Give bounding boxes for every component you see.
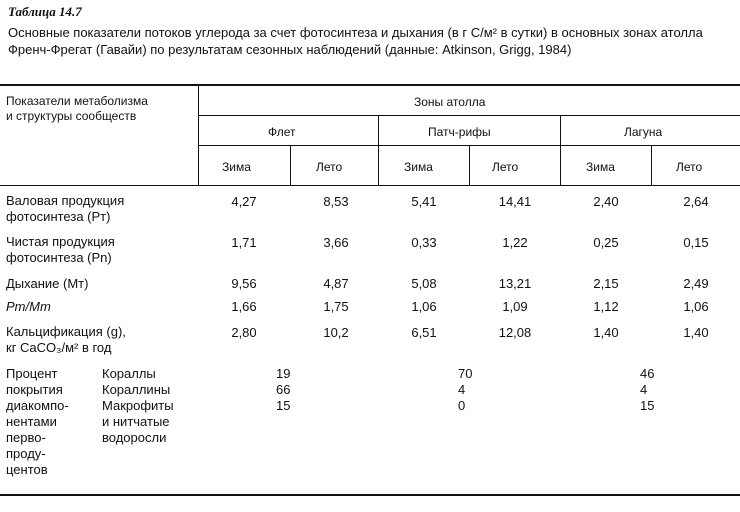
table-cell: 5,08 [411,276,437,291]
season-header: Зима [222,160,251,174]
table-cell: 9,56 [231,276,257,291]
table-cell: 10,2 [323,325,349,340]
season-header: Лето [316,160,343,174]
rule-top [0,84,740,86]
table-cell: 2,80 [231,325,257,340]
cover-value: 15 [640,398,655,413]
row-label: Валовая продукция фотосинтеза (Pт) [6,193,125,224]
rule-group-1 [378,115,379,186]
season-header: Лето [492,160,519,174]
cover-item-name: Кораллы [102,366,156,381]
cover-value: 19 [276,366,291,381]
row-label: Чистая продукция фотосинтеза (Pn) [6,234,115,265]
season-header: Зима [404,160,433,174]
table-cell: 1,22 [502,235,528,250]
rule-season-1 [290,145,291,186]
table-cell: 1,06 [411,299,437,314]
cover-value: 0 [458,398,466,413]
table-cell: 4,87 [323,276,349,291]
cover-value: 4 [458,382,466,397]
table-cell: 1,40 [683,325,709,340]
rule-header-bottom [0,185,740,186]
table-number: Таблица 14.7 [8,4,82,19]
table-cell: 1,40 [593,325,619,340]
table-cell: 2,64 [683,194,709,209]
table-cell: 13,21 [498,276,532,291]
rule-group-2 [560,115,561,186]
cover-value: 4 [640,382,648,397]
table-cell: 12,08 [498,325,532,340]
season-header: Зима [586,160,615,174]
cover-value: 15 [276,398,291,413]
row-label: Кальцификация (g), кг CaCO₃/м² в год [6,324,126,355]
table-cell: 0,15 [683,235,709,250]
cover-label: Процент покрытия диакомпо- нентами перво- проду- центов [6,366,69,477]
rule-zones [198,115,740,116]
table-cell: 5,41 [411,194,437,209]
table-caption: Основные показатели потоков углерода за счет фотосинтеза и дыхания (в г С/м² в сутки) в основных зонах атолла Френч-Фрегат (Гавайи) по результатам сезонных наблюдений (данные: Atkinson, Grigg, 1984) [8,25,703,57]
table-cell: 0,33 [411,235,437,250]
table-cell: 6,51 [411,325,437,340]
season-header: Лето [676,160,703,174]
table-cell: 1,06 [683,299,709,314]
table-cell: 0,25 [593,235,619,250]
rule-stub [198,84,199,186]
group-header-lagoon: Лагуна [624,125,663,139]
table-cell: 3,66 [323,235,349,250]
stub-header-line-1: Показатели метаболизма [6,94,148,108]
table-cell: 14,41 [498,194,532,209]
cover-item-name: Кораллины [102,382,171,397]
rule-season-2 [469,145,470,186]
table-cell: 2,49 [683,276,709,291]
table-cell: 1,71 [231,235,257,250]
table-cell: 4,27 [231,194,257,209]
group-header-patch-reefs: Патч-рифы [428,125,491,139]
table-cell: 1,12 [593,299,619,314]
table-cell: 2,15 [593,276,619,291]
cover-value: 46 [640,366,655,381]
zones-header: Зоны атолла [414,95,486,109]
row-label: Дыхание (Mт) [6,276,89,291]
table-cell: 2,40 [593,194,619,209]
table-cell: 1,66 [231,299,257,314]
rule-bottom [0,494,740,496]
cover-item-name: Макрофиты и нитчатые водоросли [102,398,174,445]
cover-value: 70 [458,366,473,381]
table-cell: 1,09 [502,299,528,314]
table-cell: 8,53 [323,194,349,209]
row-label: Pт/Mт [6,299,51,314]
rule-season-3 [651,145,652,186]
table-cell: 1,75 [323,299,349,314]
group-header-flat: Флет [268,125,296,139]
stub-header-line-2: и структуры сообществ [6,109,137,123]
cover-value: 66 [276,382,291,397]
